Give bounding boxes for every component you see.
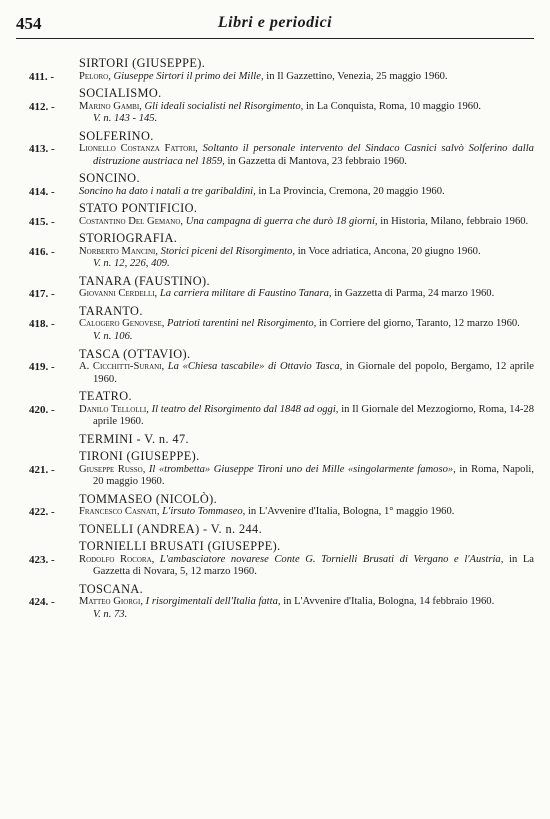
bibliography-entry bbox=[29, 288, 534, 301]
entry-source: in L'Avvenire d'Italia, Bologna, 14 febbraio 1960. bbox=[283, 596, 495, 608]
entry-title: I risorgimentali dell'Italia fatta, bbox=[145, 596, 281, 608]
entry-source: in Gazzetta di Mantova, 23 febbraio 1960. bbox=[227, 155, 407, 167]
entry-cross-reference: V. n. 12, 226, 409. bbox=[93, 258, 170, 270]
bibliography-entry bbox=[29, 185, 534, 199]
entry-title: La «Chiesa tascabile» di Ottavio Tasca, bbox=[167, 361, 343, 373]
bibliography-entry bbox=[29, 143, 534, 168]
section-heading: SOLFERINO. bbox=[79, 128, 154, 143]
running-header bbox=[16, 14, 534, 36]
entry-title: La carriera militare di Faustino Tanara, bbox=[159, 288, 332, 300]
entry-number: 421. - bbox=[29, 463, 55, 476]
bibliography-entry bbox=[29, 361, 534, 386]
entry-author: Costantino Del Gemano, bbox=[79, 215, 184, 227]
entry-source: in Historia, Milano, febbraio 1960. bbox=[380, 215, 529, 227]
entry-title: Gli ideali socialisti nel Risorgimento, bbox=[144, 100, 304, 112]
bibliography-entry bbox=[29, 100, 534, 126]
entry-number: 416. - bbox=[29, 245, 55, 258]
entry-source: in Roma, Napoli, 20 maggio 1960. bbox=[93, 463, 534, 488]
bibliography-entry bbox=[29, 403, 535, 429]
page-number: 454 bbox=[16, 14, 42, 33]
section-heading: TOMMASEO (NICOLÒ). bbox=[79, 491, 218, 506]
section-heading: TIRONI (GIUSEPPE). bbox=[79, 449, 200, 464]
entry-author: Giuseppe Russo, bbox=[79, 463, 146, 475]
entry-number: 419. - bbox=[29, 361, 55, 374]
section-heading: STATO PONTIFICIO. bbox=[79, 201, 198, 216]
entry-source: in La Conquista, Roma, 10 maggio 1960. bbox=[305, 100, 482, 112]
section-heading: STORIOGRAFIA. bbox=[79, 231, 178, 246]
entry-source: in La Gazzetta di Novara, 5, 12 marzo 1960. bbox=[93, 553, 535, 578]
bibliography-list bbox=[0, 53, 550, 622]
entry-source: in Il Gazzettino, Venezia, 25 maggio 1960. bbox=[266, 70, 448, 82]
bibliography-entry bbox=[29, 245, 534, 271]
entry-author: Marino Gambi, bbox=[79, 100, 142, 112]
entry-title: Il teatro del Risorgimento dal 1848 ad oggi, bbox=[151, 403, 339, 415]
section-heading: TARANTO. bbox=[79, 303, 143, 318]
entry-number: 420. - bbox=[29, 403, 55, 416]
entry-number: 423. - bbox=[29, 553, 55, 566]
entry-source: in Il Giornale del Mezzogiorno, Roma, 14-28 aprile 1960. bbox=[93, 403, 535, 428]
entry-author: Matteo Giorgi, bbox=[79, 596, 143, 608]
entry-number: 414. - bbox=[29, 185, 55, 198]
entry-cross-reference: V. n. 106. bbox=[93, 331, 133, 343]
bibliography-entry bbox=[29, 463, 534, 489]
entry-number: 422. - bbox=[29, 506, 55, 519]
entry-number: 412. - bbox=[29, 100, 55, 113]
entry-title: Una campagna di guerra che durò 18 giorni, bbox=[185, 215, 378, 227]
entry-author: Rodolfo Rocora, bbox=[79, 553, 155, 565]
section-heading: TONELLI (ANDREA) - V. n. 244. bbox=[79, 521, 263, 536]
entry-title: L'ambasciatore novarese Conte G. Tornielli Brusati di Vergano e l'Austria, bbox=[159, 553, 504, 565]
section-heading: TORNIELLI BRUSATI (GIUSEPPE). bbox=[79, 539, 281, 554]
entry-number: 411. - bbox=[29, 70, 55, 83]
bibliography-entry bbox=[29, 553, 535, 579]
entry-author: Calogero Genovese, bbox=[79, 318, 165, 330]
entry-source: in L'Avvenire d'Italia, Bologna, 1° maggio 1960. bbox=[247, 506, 455, 518]
running-title: Libri e periodici bbox=[217, 14, 333, 31]
entry-title: Soltanto il personale intervento del Sindaco Casnici salvò Solferino dalla distruzione austriaca nel 1859, bbox=[93, 143, 534, 167]
section-heading: SIRTORI (GIUSEPPE). bbox=[79, 56, 206, 70]
entry-cross-reference: V. n. 73. bbox=[93, 609, 128, 621]
bibliography-entry bbox=[29, 506, 534, 519]
header-rule bbox=[16, 38, 534, 39]
entry-author: Giovanni Cerdelli, bbox=[79, 288, 158, 300]
entry-author: A. Cicchitti-Surani, bbox=[79, 361, 165, 373]
entry-source: in Giornale del popolo, Bergamo, 12 aprile 1960. bbox=[93, 361, 534, 385]
entry-author: Francesco Casnati, bbox=[79, 506, 160, 518]
entry-source: in Corriere del giorno, Taranto, 12 marzo 1960. bbox=[318, 318, 520, 330]
entry-author: Danilo Tellolli, bbox=[79, 403, 149, 415]
entry-title: Il «trombetta» Giuseppe Tironi uno dei Mille «singolarmente famoso», bbox=[148, 463, 456, 475]
section-heading: TASCA (OTTAVIO). bbox=[79, 346, 191, 361]
entry-source: in Gazzetta di Parma, 24 marzo 1960. bbox=[334, 288, 495, 300]
entry-title: L'irsuto Tommaseo, bbox=[162, 506, 246, 518]
section-heading: TERMINI - V. n. 47. bbox=[79, 431, 189, 446]
entry-number: 413. - bbox=[29, 143, 55, 156]
bibliography-entry bbox=[29, 215, 534, 229]
entry-author: Peloro, bbox=[79, 70, 111, 82]
entry-title: Patrioti tarentini nel Risorgimento, bbox=[167, 318, 317, 330]
entry-number: 417. - bbox=[29, 288, 55, 301]
entry-number: 424. - bbox=[29, 596, 55, 609]
entry-title: Soncino ha dato i natali a tre garibaldini, bbox=[79, 185, 256, 197]
section-heading: TOSCANA. bbox=[79, 581, 144, 596]
section-heading: SONCINO. bbox=[79, 171, 140, 186]
section-heading: SOCIALISMO. bbox=[79, 86, 162, 101]
entry-cross-reference: V. n. 143 - 145. bbox=[93, 113, 158, 125]
entry-author: Norberto Mancini, bbox=[79, 245, 158, 257]
entry-title: Giuseppe Sirtori il primo dei Mille, bbox=[113, 70, 264, 82]
entry-number: 415. - bbox=[29, 215, 55, 228]
entry-source: in La Provincia, Cremona, 20 maggio 1960. bbox=[258, 185, 445, 197]
section-heading: TANARA (FAUSTINO). bbox=[79, 273, 211, 288]
entry-author: Lionello Costanza Fattori, bbox=[79, 143, 198, 155]
entry-source: in Voce adriatica, Ancona, 20 giugno 1960. bbox=[297, 245, 481, 257]
entry-number: 418. - bbox=[29, 318, 55, 331]
bibliography-entry bbox=[29, 596, 534, 621]
bibliography-entry bbox=[29, 318, 534, 343]
entry-title: Storici piceni del Risorgimento, bbox=[160, 245, 296, 257]
bibliography-entry bbox=[29, 70, 534, 84]
section-heading: TEATRO. bbox=[79, 389, 133, 404]
